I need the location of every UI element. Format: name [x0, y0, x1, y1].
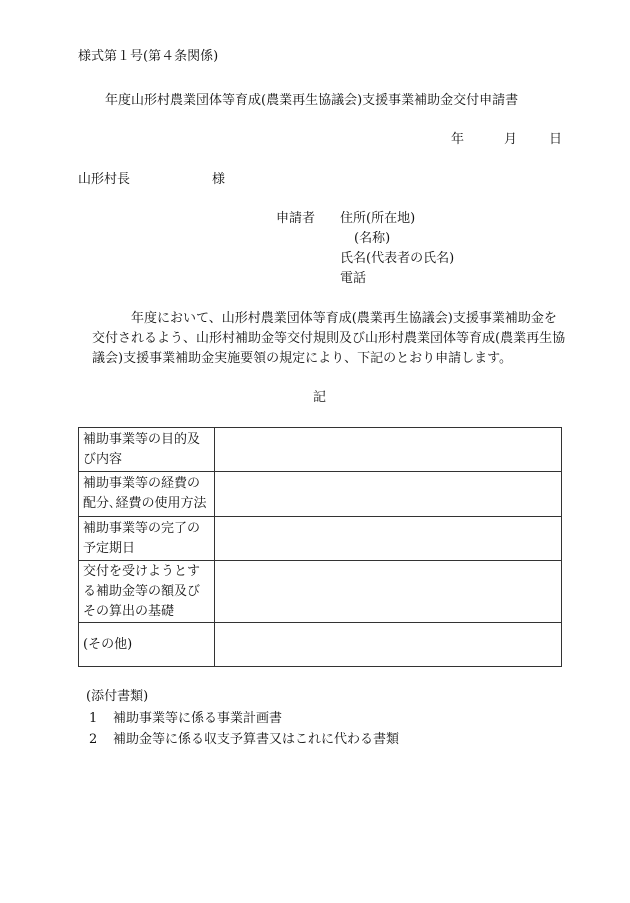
- applicant-label: 申請者: [276, 211, 316, 226]
- table-row: [79, 561, 562, 623]
- label-line: び内容: [83, 451, 123, 467]
- attachments-heading: (添付書類): [86, 689, 149, 704]
- row-value-completion-date[interactable]: [214, 517, 561, 561]
- label-line: 補助事業等の経費の: [83, 476, 201, 491]
- label-line: 配分､経費の使用方法: [83, 496, 207, 511]
- row-label-expenses: [79, 472, 215, 517]
- attachment-item: 補助事業等に係る事業計画書: [113, 711, 283, 726]
- statement-line: 議会)支援事業補助金実施要領の規定により、下記のとおり申請します。: [92, 351, 513, 366]
- label-line: 交付を受けようとす: [83, 563, 201, 579]
- row-value-expenses[interactable]: [214, 472, 561, 517]
- row-value-amount-basis[interactable]: [214, 561, 561, 623]
- date-year-label: 年: [451, 132, 465, 147]
- table-row: [79, 623, 562, 667]
- table-row: [79, 472, 562, 517]
- label-line: (その他): [83, 636, 133, 652]
- attachment-number: 1: [89, 711, 98, 726]
- addressee-honorific: 様: [212, 172, 226, 187]
- form-number: 様式第１号(第４条関係): [78, 49, 219, 64]
- label-line: る補助金等の額及び: [83, 583, 201, 599]
- statement-line: 年度において、山形村農業団体等育成(農業再生協議会)支援事業補助金を: [92, 311, 557, 326]
- row-label-purpose: [79, 428, 215, 472]
- label-line: その算出の基礎: [83, 603, 175, 619]
- applicant-phone-label: 電話: [340, 271, 367, 286]
- applicant-name-label: 氏名(代表者の氏名): [340, 251, 455, 266]
- row-label-completion-date: [79, 517, 215, 561]
- row-value-other[interactable]: [214, 623, 561, 667]
- document-title: 年度山形村農業団体等育成(農業再生協議会)支援事業補助金交付申請書: [105, 93, 519, 108]
- row-value-purpose[interactable]: [214, 428, 561, 472]
- label-line: 補助事業等の目的及: [83, 431, 201, 447]
- row-label-other: [79, 623, 215, 667]
- details-table: [78, 427, 562, 667]
- applicant-org-name-label: (名称): [354, 231, 391, 246]
- label-line: 予定期日: [83, 540, 136, 556]
- attachment-item: 補助金等に係る収支予算書又はこれに代わる書類: [113, 732, 400, 747]
- row-label-amount-basis: [79, 561, 215, 623]
- attachment-number: 2: [89, 732, 98, 747]
- label-line: 補助事業等の完了の: [83, 520, 201, 536]
- applicant-address-label: 住所(所在地): [340, 211, 416, 226]
- table-row: [79, 428, 562, 472]
- ki-heading: 記: [313, 390, 327, 405]
- addressee-name: 山形村長: [78, 172, 131, 187]
- application-statement: [92, 309, 566, 369]
- statement-line: 交付されるよう、山形村補助金等交付規則及び山形村農業団体等育成(農業再生協: [92, 331, 566, 346]
- table-row: [79, 517, 562, 561]
- date-day-label: 日: [549, 132, 563, 147]
- date-month-label: 月: [504, 132, 518, 147]
